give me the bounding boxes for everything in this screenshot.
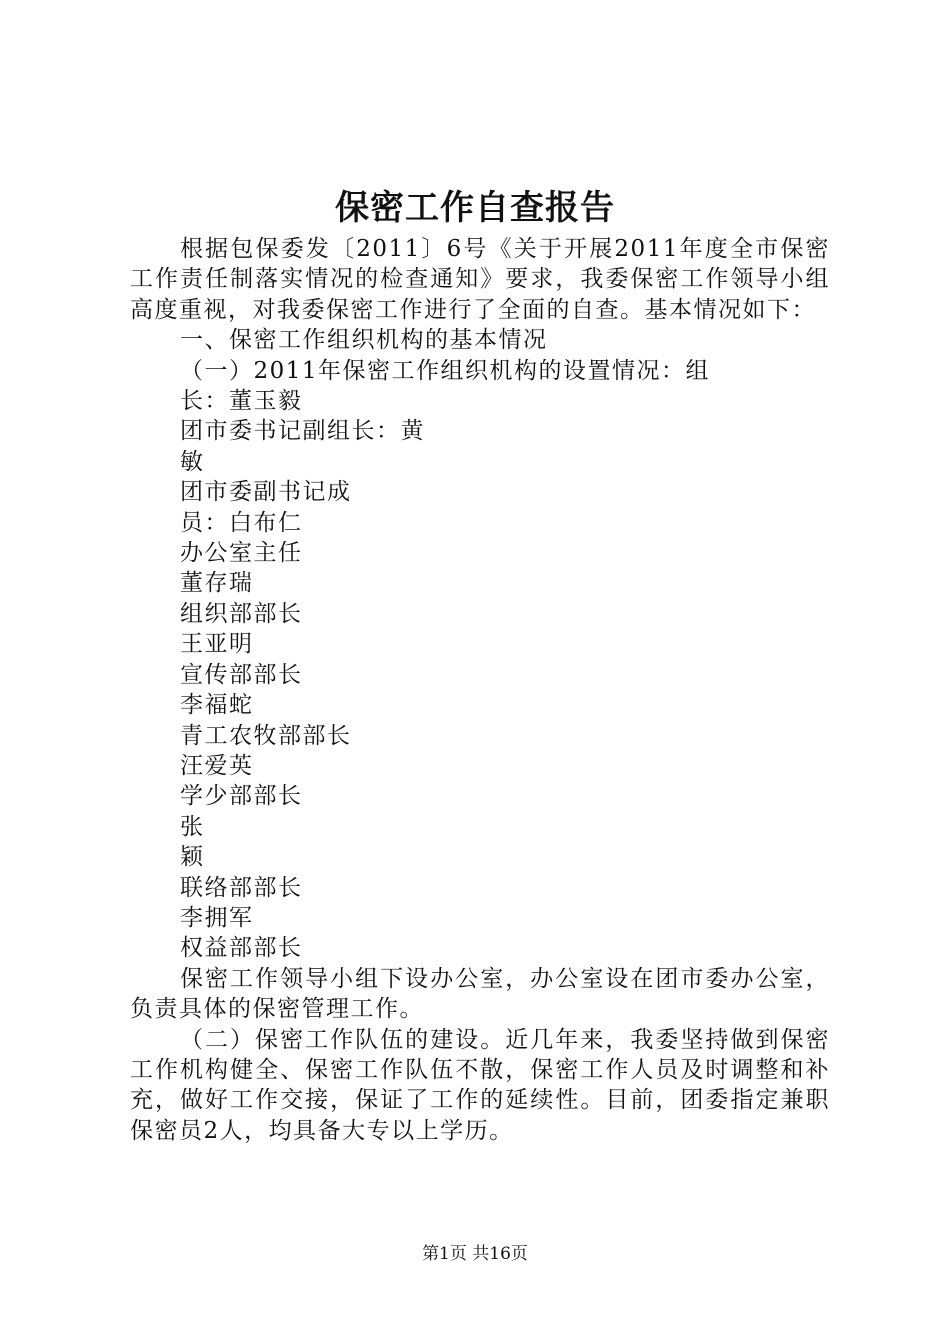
roster-line: 团市委书记副组长：黄 bbox=[180, 418, 425, 445]
roster-line: 团市委副书记成 bbox=[180, 479, 352, 506]
intro-paragraph: 根据包保委发〔2011〕6号《关于开展2011年度全市保密工作责任制落实情况的检查通知》要求，我委保密工作领导小组高度重视，对我委保密工作进行了全面的自查。基本情况如下： bbox=[130, 236, 830, 323]
roster-line: 员：白布仁 bbox=[180, 509, 303, 536]
roster-line: 宣传部部长 bbox=[180, 661, 303, 688]
document-title: 保密工作自查报告 bbox=[335, 188, 615, 228]
roster-line: 敏 bbox=[180, 448, 205, 475]
roster-line: 办公室主任 bbox=[180, 540, 303, 567]
team-building-paragraph: （二）保密工作队伍的建设。近几年来，我委坚持做到保密工作机构健全、保密工作队伍不散，保密工作人员及时调整和补充，做好工作交接，保证了工作的延续性。目前，团委指定兼职保密员2人，均具备大专以上学历。 bbox=[130, 1026, 830, 1144]
roster-line: 汪爱英 bbox=[180, 752, 254, 779]
section-heading: 一、保密工作组织机构的基本情况 bbox=[180, 327, 548, 354]
document-body bbox=[130, 234, 830, 1146]
roster-line: 董存瑞 bbox=[180, 570, 254, 597]
roster-line: 组织部部长 bbox=[180, 600, 303, 627]
roster-line: 颖 bbox=[180, 844, 205, 871]
roster-line: 学少部部长 bbox=[180, 783, 303, 810]
roster-line: 李福蛇 bbox=[180, 692, 254, 719]
roster-line: 长：董玉毅 bbox=[180, 388, 303, 415]
roster-line: 青工农牧部部长 bbox=[180, 722, 352, 749]
office-paragraph: 保密工作领导小组下设办公室，办公室设在团市委办公室，负责具体的保密管理工作。 bbox=[130, 965, 830, 1023]
roster-line: 张 bbox=[180, 813, 205, 840]
roster-line: 联络部部长 bbox=[180, 874, 303, 901]
roster-line: 权益部部长 bbox=[180, 935, 303, 962]
page-number-footer: 第1页 共16页 bbox=[422, 1244, 528, 1264]
roster-line: 李拥军 bbox=[180, 904, 254, 931]
subsection-heading: （一）2011年保密工作组织机构的设置情况：组 bbox=[180, 357, 711, 384]
roster-line: 王亚明 bbox=[180, 631, 254, 658]
